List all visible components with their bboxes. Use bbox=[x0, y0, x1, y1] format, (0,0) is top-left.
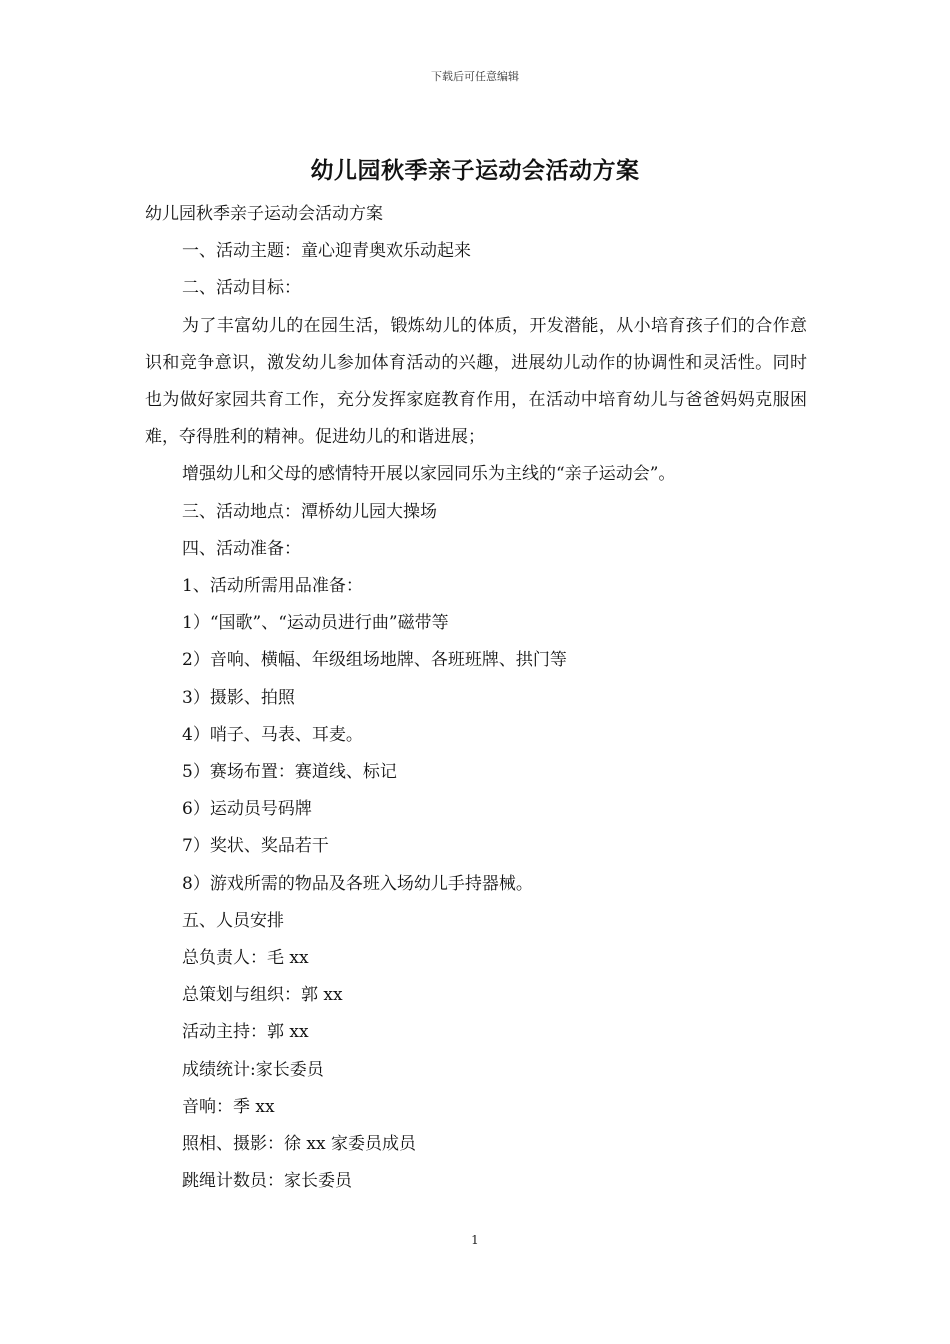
supplies-heading: 1、活动所需用品准备： bbox=[182, 576, 363, 597]
goal-paragraph: 为了丰富幼儿的在园生活，锻炼幼儿的体质，开发潜能，从小培育孩子们的合作意识和竞争意识，激发幼儿参加体育活动的兴趣，进展幼儿动作的协调性和灵活性。同时也为做好家园共育工作，充分发挥家庭教育作用，在活动中培育幼儿与爸爸妈妈克服困难，夺得胜利的精神。促进幼儿的和谐进展； bbox=[145, 315, 807, 448]
supply-item: 1）“国歌”、“运动员进行曲”磁带等 bbox=[182, 613, 449, 634]
staff-item: 成绩统计:家长委员 bbox=[182, 1059, 324, 1080]
staff-item: 照相、摄影：徐 xx 家委员成员 bbox=[182, 1134, 416, 1155]
document-subtitle: 幼儿园秋季亲子运动会活动方案 bbox=[145, 204, 383, 224]
document-title: 幼儿园秋季亲子运动会活动方案 bbox=[310, 157, 640, 184]
prep-heading: 四、活动准备： bbox=[182, 538, 301, 559]
theme-line: 一、活动主题：童心迎青奥欢乐动起来 bbox=[182, 241, 471, 262]
supply-item: 5）赛场布置：赛道线、标记 bbox=[182, 762, 397, 783]
staff-item: 总负责人：毛 xx bbox=[182, 948, 309, 969]
supply-item: 6）运动员号码牌 bbox=[182, 799, 312, 820]
staff-item: 音响：季 xx bbox=[182, 1096, 275, 1117]
document-body bbox=[145, 196, 807, 1200]
supply-item: 2）音响、横幅、年级组场地牌、各班班牌、拱门等 bbox=[182, 650, 567, 671]
location-line: 三、活动地点：潭桥幼儿园大操场 bbox=[182, 501, 437, 522]
staff-item: 活动主持：郭 xx bbox=[182, 1022, 309, 1043]
supply-item: 4）哨子、马表、耳麦。 bbox=[182, 724, 363, 745]
supply-item: 7）奖状、奖品若干 bbox=[182, 836, 329, 857]
staff-item: 跳绳计数员：家长委员 bbox=[182, 1171, 352, 1192]
header-note: 下载后可任意编辑 bbox=[431, 70, 519, 83]
goal-heading: 二、活动目标： bbox=[182, 278, 301, 299]
supply-item: 8）游戏所需的物品及各班入场幼儿手持器械。 bbox=[182, 873, 533, 894]
page-number: 1 bbox=[471, 1233, 479, 1247]
goal-paragraph-2: 增强幼儿和父母的感情特开展以家园同乐为主线的“亲子运动会”。 bbox=[182, 464, 676, 485]
staff-heading: 五、人员安排 bbox=[182, 910, 284, 931]
staff-item: 总策划与组织：郭 xx bbox=[182, 985, 343, 1006]
supply-item: 3）摄影、拍照 bbox=[182, 687, 295, 708]
